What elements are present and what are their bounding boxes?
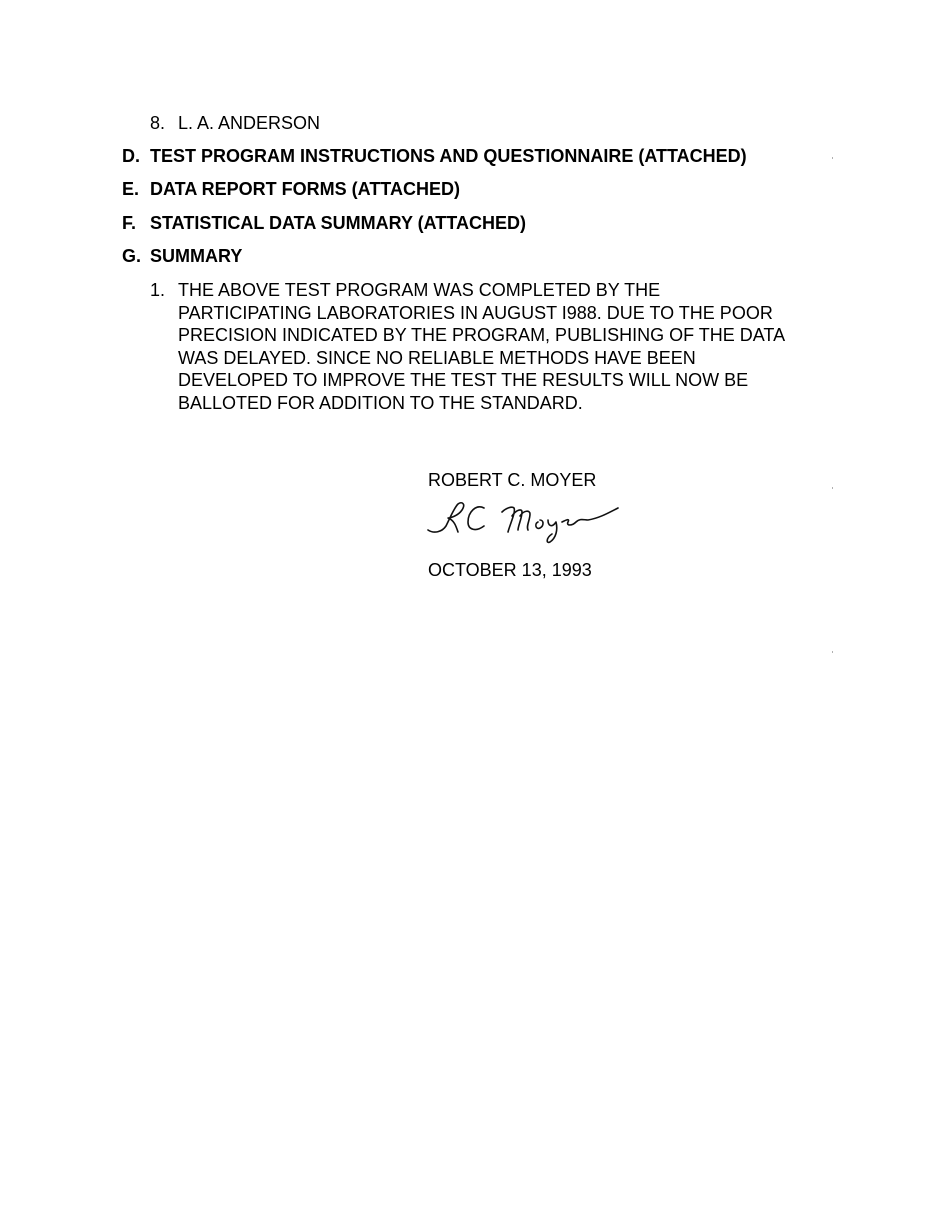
summary-line: BALLOTED FOR ADDITION TO THE STANDARD. — [178, 392, 583, 413]
signoff-date: OCTOBER 13, 1993 — [428, 560, 592, 580]
scan-speck — [832, 487, 833, 489]
handwritten-signature — [424, 496, 624, 546]
section-d-letter: D. — [122, 146, 140, 166]
summary-line: WAS DELAYED. SINCE NO RELIABLE METHODS HAVE BEEN — [178, 347, 696, 368]
list-item-number: 8. — [150, 113, 166, 133]
summary-paragraph — [178, 279, 838, 415]
scan-speck — [832, 157, 833, 159]
summary-line: PARTICIPATING LABORATORIES IN AUGUST I988. DUE TO THE POOR — [178, 302, 773, 323]
section-g-heading: SUMMARY — [150, 246, 243, 266]
summary-line: THE ABOVE TEST PROGRAM WAS COMPLETED BY THE — [178, 280, 661, 300]
signer-name: ROBERT C. MOYER — [428, 470, 597, 490]
summary-line: DEVELOPED TO IMPROVE THE TEST THE RESULTS WILL NOW BE — [178, 370, 749, 391]
section-g-letter: G. — [122, 246, 142, 266]
section-f-heading: STATISTICAL DATA SUMMARY (ATTACHED) — [150, 213, 526, 233]
section-f-letter: F. — [122, 213, 137, 233]
list-item-text: L. A. ANDERSON — [178, 113, 321, 133]
scan-speck — [832, 651, 833, 653]
section-e-heading: DATA REPORT FORMS (ATTACHED) — [150, 179, 460, 199]
section-d-heading: TEST PROGRAM INSTRUCTIONS AND QUESTIONNAIRE (ATTACHED) — [150, 146, 747, 166]
summary-item-number: 1. — [150, 280, 166, 300]
summary-line: PRECISION INDICATED BY THE PROGRAM, PUBLISHING OF THE DATA — [178, 325, 786, 346]
section-e-letter: E. — [122, 179, 140, 199]
